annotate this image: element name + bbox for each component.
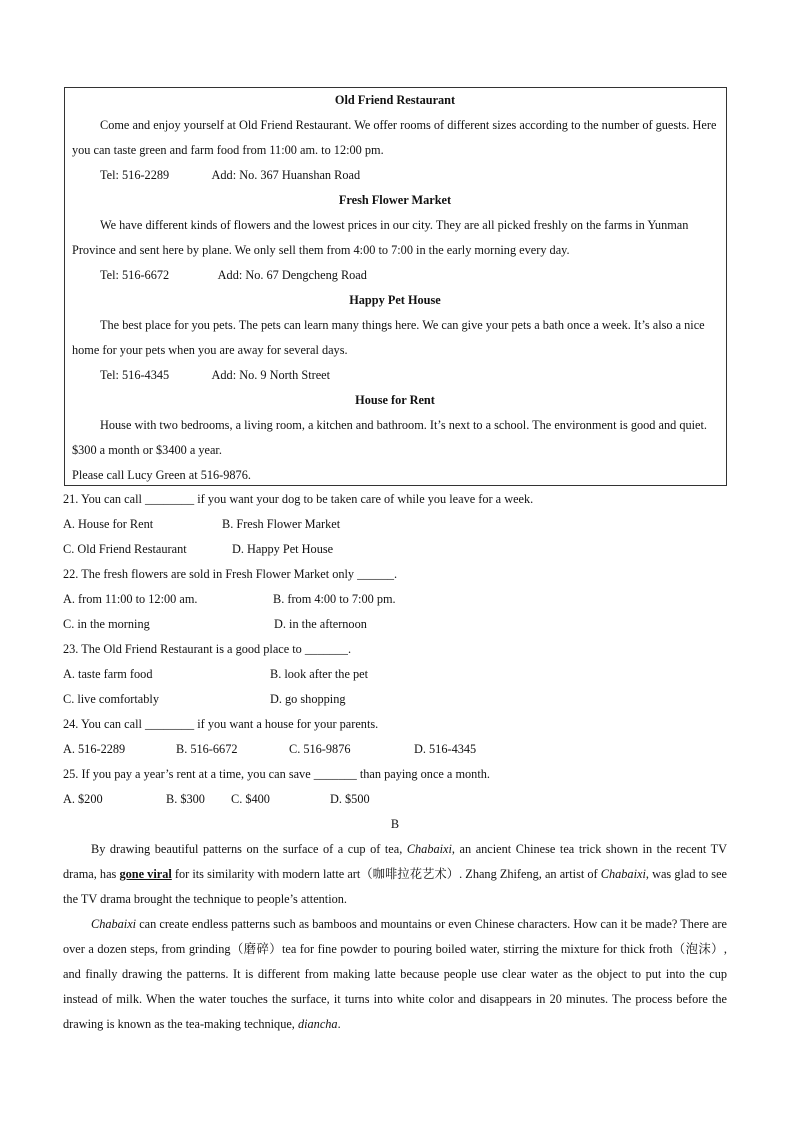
ad-contact-pet: [72, 363, 718, 388]
option-23-c[interactable]: C. live comfortably: [63, 692, 159, 706]
ad-call-house: Please call Lucy Green at 516-9876.: [72, 468, 251, 482]
ad-tel-pet: Tel: 516-4345: [100, 368, 170, 382]
ad-contact-restaurant: [72, 163, 718, 188]
section-b-heading: B: [390, 817, 400, 831]
ad-body-flower: We have different kinds of flowers and the lowest prices in our city. They are all picked freshly on the farms in Yunman Province and sent here by plane. We only sell them from 4:00 to 7:00 in the early morning every day.: [72, 218, 689, 257]
option-21-d[interactable]: D. Happy Pet House: [232, 542, 334, 556]
passage-b-paragraph-2: [63, 912, 727, 1037]
passage-b-paragraph-1: [63, 837, 727, 912]
ad-title-flower: Fresh Flower Market: [338, 193, 452, 207]
ad-title-restaurant: Old Friend Restaurant: [334, 93, 456, 107]
option-25-d[interactable]: D. $500: [330, 792, 370, 806]
ads-box: [64, 87, 727, 486]
p2-italic-2: diancha: [297, 1017, 338, 1031]
options-23-row2: [63, 687, 733, 712]
option-21-b[interactable]: B. Fresh Flower Market: [222, 517, 341, 531]
option-24-c[interactable]: C. 516-9876: [289, 742, 351, 756]
question-21: 21. You can call ________ if you want your dog to be taken care of while you leave for a week.: [63, 492, 534, 506]
option-25-a[interactable]: A. $200: [63, 792, 103, 806]
options-22-row2: [63, 612, 733, 637]
ad-addr-flower: Add: No. 67 Dengcheng Road: [217, 268, 367, 282]
ad-addr-pet: Add: No. 9 North Street: [211, 368, 331, 382]
ad-title-pet: Happy Pet House: [349, 293, 441, 307]
p1-text-4: , was glad to see the TV drama brought the technique to people’s attention.: [63, 867, 728, 906]
p1-text-2: , an ancient Chinese tea trick shown in the recent TV drama, has: [63, 842, 728, 881]
ad-tel-flower: Tel: 516-6672: [100, 268, 170, 282]
p1-italic-1: Chabaixi: [406, 842, 452, 856]
ad-body-pet: The best place for you pets. The pets can learn many things here. We can give your pets a bath once a week. It’s also a nice home for your pets when you are away for several days.: [72, 318, 705, 357]
option-23-a[interactable]: A. taste farm food: [63, 667, 153, 681]
option-22-b[interactable]: B. from 4:00 to 7:00 pm.: [273, 592, 396, 606]
questions-section: [63, 487, 733, 812]
p2-italic-1: Chabaixi: [91, 917, 137, 931]
option-24-d[interactable]: D. 516-4345: [414, 742, 477, 756]
ad-contact-flower: [72, 263, 718, 288]
passage-b: [63, 812, 727, 1037]
option-21-c[interactable]: C. Old Friend Restaurant: [63, 542, 187, 556]
ad-addr-restaurant: Add: No. 367 Huanshan Road: [211, 168, 361, 182]
p1-bold-phrase: gone viral: [119, 867, 172, 881]
ad-body-restaurant: Come and enjoy yourself at Old Friend Restaurant. We offer rooms of different sizes according to the number of guests. Here you can taste green and farm food from 11:00 am. to 12:00 pm.: [72, 118, 717, 157]
options-24: [63, 737, 733, 762]
options-22-row1: [63, 587, 733, 612]
question-23: 23. The Old Friend Restaurant is a good place to _______.: [63, 642, 352, 656]
option-22-a[interactable]: A. from 11:00 to 12:00 am.: [63, 592, 198, 606]
options-21-row2: [63, 537, 733, 562]
option-21-a[interactable]: A. House for Rent: [63, 517, 154, 531]
options-25: [63, 787, 733, 812]
options-21-row1: [63, 512, 733, 537]
option-23-b[interactable]: B. look after the pet: [270, 667, 369, 681]
ad-body-house: House with two bedrooms, a living room, a kitchen and bathroom. It’s next to a school. The environment is good and quiet. $300 a month or $3400 a year.: [72, 418, 707, 457]
option-24-b[interactable]: B. 516-6672: [176, 742, 238, 756]
p2-text-2: .: [337, 1017, 341, 1031]
option-24-a[interactable]: A. 516-2289: [63, 742, 126, 756]
question-25: 25. If you pay a year’s rent at a time, you can save _______ than paying once a month.: [63, 767, 490, 781]
option-22-d[interactable]: D. in the afternoon: [274, 617, 367, 631]
option-22-c[interactable]: C. in the morning: [63, 617, 150, 631]
option-25-b[interactable]: B. $300: [166, 792, 205, 806]
question-24: 24. You can call ________ if you want a house for your parents.: [63, 717, 379, 731]
p1-text-1: By drawing beautiful patterns on the surface of a cup of tea,: [91, 842, 407, 856]
ad-tel-restaurant: Tel: 516-2289: [100, 168, 170, 182]
option-23-d[interactable]: D. go shopping: [270, 692, 346, 706]
p2-text-1: can create endless patterns such as bamboos and mountains or even Chinese characters. How can it be made? There are over a dozen steps, from grinding（磨碎）tea for fine powder to pouring boiled water, stirring the mixture for thick froth（泡沫）, and finally drawing the patterns. It is different from making latte because people use clear water as the object to put into the cup instead of milk. When the water touches the surface, it turns into white color and disappears in 20 minutes. The process before the drawing is known as the tea-making technique,: [63, 917, 727, 1031]
p1-italic-2: Chabaixi: [600, 867, 646, 881]
ad-title-house: House for Rent: [355, 393, 435, 407]
options-23-row1: [63, 662, 733, 687]
question-22: 22. The fresh flowers are sold in Fresh Flower Market only ______.: [63, 567, 398, 581]
p1-text-3: for its similarity with modern latte art（咖啡拉花艺术）. Zhang Zhifeng, an artist of: [171, 867, 601, 881]
option-25-c[interactable]: C. $400: [231, 792, 270, 806]
